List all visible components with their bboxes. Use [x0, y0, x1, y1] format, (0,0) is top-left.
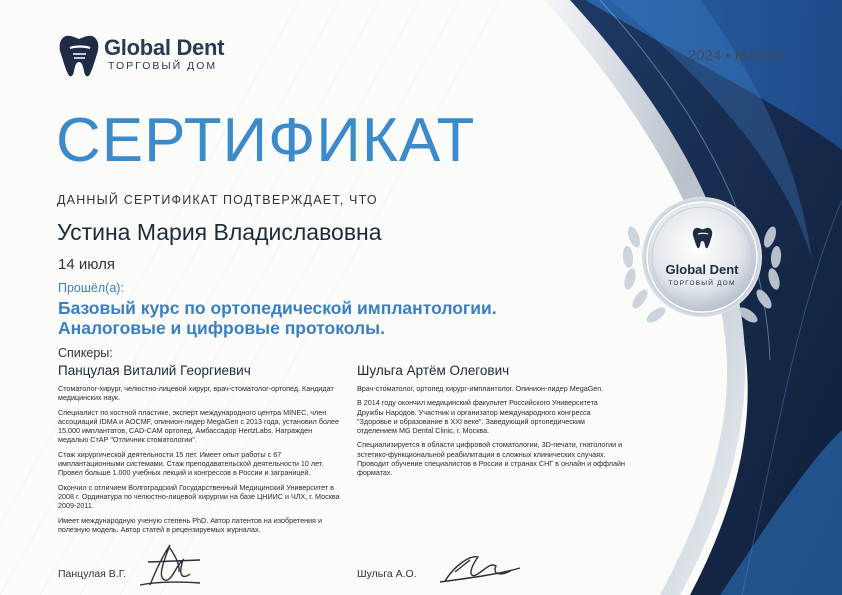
logo-brand: Global Dent	[104, 35, 225, 60]
speaker1-bio-paragraph: Имеет международную ученую степень PhD. Автор патентов на изобретения и полезную модель. Автор статей в рецензируемых журналах.	[58, 515, 322, 534]
year-city: 2024 • Москва	[687, 47, 786, 64]
course-title	[58, 298, 528, 338]
speaker2-signature-name: Шульга А.О.	[357, 568, 417, 580]
speakers-label: Спикеры:	[58, 346, 113, 360]
recipient-name: Устина Мария Владиславовна	[57, 219, 382, 245]
signature-shulga	[440, 557, 520, 582]
speaker1-bio-paragraph: Стоматолог-хирург, челюстно-лицевой хирург, врач-стоматолог-ортопед. Кандидат медицинских наук.	[58, 384, 334, 403]
speaker1-bio-paragraph: Специалист по костной пластике, эксперт международного центра MINEC, член ассоциаций IDMA и AOCMF, опинион-лидер MegaGen с 2013 года, установил более 15.000 имплантатов, CAD-CAM ортопед. Амбассадор HertzLabs. Награжден медалью СтАР "Отличник стоматологии".	[58, 407, 339, 445]
speaker2-bio-paragraph: В 2014 году окончил медицинский факультет Российского Университета Дружбы Народов. Участник и организатор международного конгресса "Здоровье и образование в XXI веке". Заведующий ортопедическим отделением MG Dental Clinic, г. Москва.	[357, 398, 598, 436]
seal-brand: Global Dent	[665, 262, 739, 277]
confirm-text: ДАННЫЙ СЕРТИФИКАТ ПОДТВЕРЖДАЕТ, ЧТО	[57, 193, 378, 207]
logo-tooth-icon	[60, 36, 99, 77]
speaker1-bio	[58, 384, 340, 539]
seal-subtitle: ТОРГОВЫЙ ДОМ	[668, 280, 736, 287]
speaker2-name: Шульга Артём Олегович	[357, 363, 510, 378]
speaker2-bio-paragraph: Специализируется в области цифровой стоматологии, 3D-печати, гнатологии и эстетико-функциональной реабилитации в сложных клинических случаях. Проводит обучение специалистов в России и странах СНГ в онлайн и оффлайн форматах.	[357, 440, 625, 478]
course-title-line2: Аналоговые и цифровые протоколы.	[58, 318, 385, 338]
course-title-line1: Базовый курс по ортопедической имплантологии.	[58, 298, 497, 318]
speaker1-bio-paragraph: Стаж хирургической деятельности 15 лет. Имеет опыт работы с 67 имплантационными системами. Стаж преподавательской деятельности 10 лет. Провел больше 1.000 учебных лекций и конгрессов в России и заграницей.	[58, 449, 324, 478]
course-date: 14 июля	[58, 256, 116, 273]
speaker1-signature-name: Панцулая В.Г.	[58, 568, 127, 580]
speaker2-bio-paragraph: Врач-стоматолог, ортопед хирург-имплантолог. Опинион-лидер MegaGen.	[357, 384, 604, 393]
speaker1-name: Панцулая Виталий Георгиевич	[58, 363, 251, 378]
passed-label: Прошёл(а):	[58, 281, 124, 295]
signature-pantsulaya	[140, 545, 200, 585]
logo	[104, 36, 224, 72]
speaker2-bio	[357, 384, 625, 483]
speaker1-bio-paragraph: Окончил с отличием Волгоградский Государственный Медицинский Университет в 2008 г. Ординатура по челюстно-лицевой хирургии на базе ЦНИИС и ЧЛХ, г. Москва 2009-2011.	[58, 482, 340, 511]
logo-subtitle: ТОРГОВЫЙ ДОМ	[108, 60, 218, 72]
certificate-title: СЕРТИФИКАТ	[56, 106, 476, 175]
